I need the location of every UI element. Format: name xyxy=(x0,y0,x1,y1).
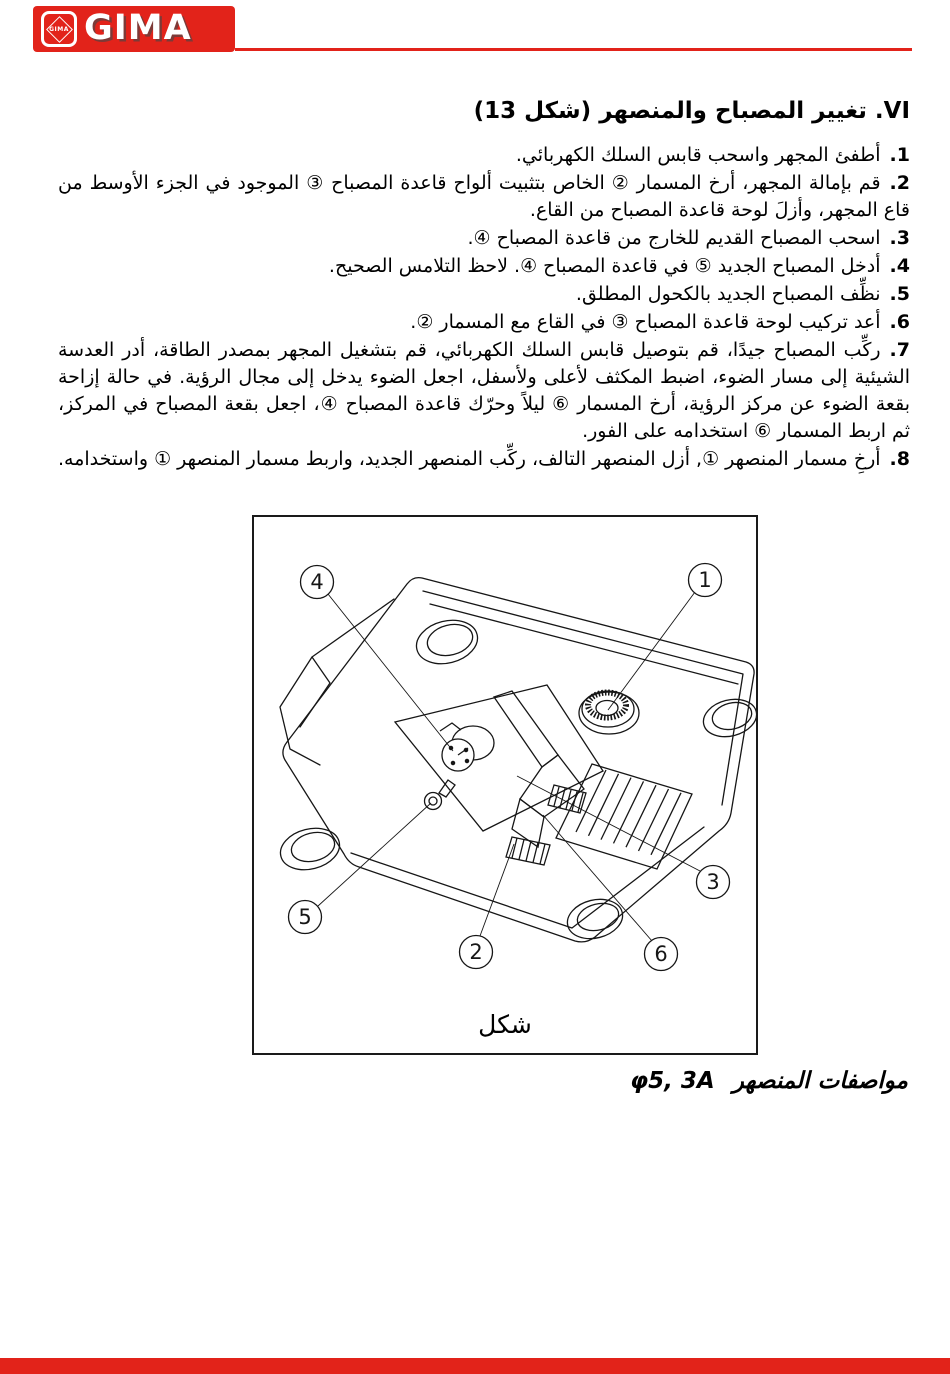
lamp-assembly xyxy=(395,685,603,865)
gima-badge-icon xyxy=(41,11,77,47)
footer-bar xyxy=(0,1358,950,1374)
fuse-spec-line xyxy=(630,1068,908,1094)
step-item xyxy=(58,337,910,445)
step-item xyxy=(58,170,910,224)
callout-2: 2 xyxy=(469,940,483,964)
step-text: ركِّب المصباح جيدًا، قم بتوصيل قابس السلك الكهربائي، قم بتشغيل المجهر بمصدر الطاقة، أدر العدسة الشيئية إلى مسار الضوء، اضبط المكثف لأعلى ولأسفل، اجعل الضوء يدخل إلى مجال الرؤية. في حالة إزاحة بقعة الضوء عن مركز الرؤية، أرخ المسمار ⑥ ليلاً وحرّك قاعدة المصباح ④، اجعل بقعة المصباح في المركز، ثم اربط المسمار ⑥ استخدامه على الفور. xyxy=(58,339,910,442)
step-number: 8. xyxy=(889,448,910,470)
step-text: نظِّف المصباح الجديد بالكحول المطلق. xyxy=(575,283,881,305)
section-title: VI. تغيير المصباح والمنصهر (شكل 13) xyxy=(473,98,910,124)
step-item xyxy=(58,281,910,308)
step-number: 6. xyxy=(889,311,910,333)
badge-label: GIMA xyxy=(49,26,69,33)
fuse-spec-label: مواصفات المنصهر xyxy=(732,1068,908,1094)
gima-logo-text: GIMA xyxy=(84,7,192,48)
callout-3: 3 xyxy=(706,870,720,894)
leader-lines xyxy=(318,592,700,941)
fuse-holder xyxy=(579,691,639,734)
step-text: أطفئ المجهر واسحب قابس السلك الكهربائي. xyxy=(515,144,881,166)
callout-1: 1 xyxy=(698,568,712,592)
step-number: 3. xyxy=(889,227,910,249)
step-item xyxy=(58,142,910,169)
step-number: 2. xyxy=(889,172,910,194)
step-item xyxy=(58,446,910,473)
header-rule xyxy=(235,48,912,51)
step-number: 5. xyxy=(889,283,910,305)
base-plate-outline xyxy=(280,578,754,942)
step-text: أرخِ مسمار المنصهر ①, أزل المنصهر التالف، ركِّب المنصهر الجديد، واربط مسمار المنصهر ① واستخدامه. xyxy=(58,448,881,470)
step-number: 4. xyxy=(889,255,910,277)
step-text: اسحب المصباح القديم للخارج من قاعدة المصباح ④. xyxy=(467,227,881,249)
callout-4: 4 xyxy=(310,570,324,594)
instruction-list xyxy=(58,142,910,474)
fuse-spec-value: φ5, 3A xyxy=(630,1068,715,1094)
figure-caption: شكل xyxy=(478,1010,532,1039)
figure-diagram xyxy=(254,517,756,1053)
step-item xyxy=(58,309,910,336)
callout-5: 5 xyxy=(298,905,312,929)
step-item xyxy=(58,225,910,252)
step-item xyxy=(58,253,910,280)
step-number: 1. xyxy=(889,144,910,166)
gima-logo xyxy=(33,6,235,52)
feet xyxy=(276,614,756,944)
figure-box xyxy=(252,515,758,1055)
step-text: أعد تركيب لوحة قاعدة المصباح ③ في القاع مع المسمار ②. xyxy=(410,311,881,333)
step-text: أدخل المصباح الجديد ⑤ في قاعدة المصباح ④. لاحظ التلامس الصحيح. xyxy=(328,255,881,277)
step-text: قم بإمالة المجهر، أرخ المسمار ② الخاص بتثبيت ألواح قاعدة المصباح ③ الموجود في الجزء الأوسط من قاع المجهر، وأزلَ لوحة قاعدة المصباح من القاع. xyxy=(58,172,910,221)
callout-6: 6 xyxy=(654,942,668,966)
step-number: 7. xyxy=(889,339,910,361)
